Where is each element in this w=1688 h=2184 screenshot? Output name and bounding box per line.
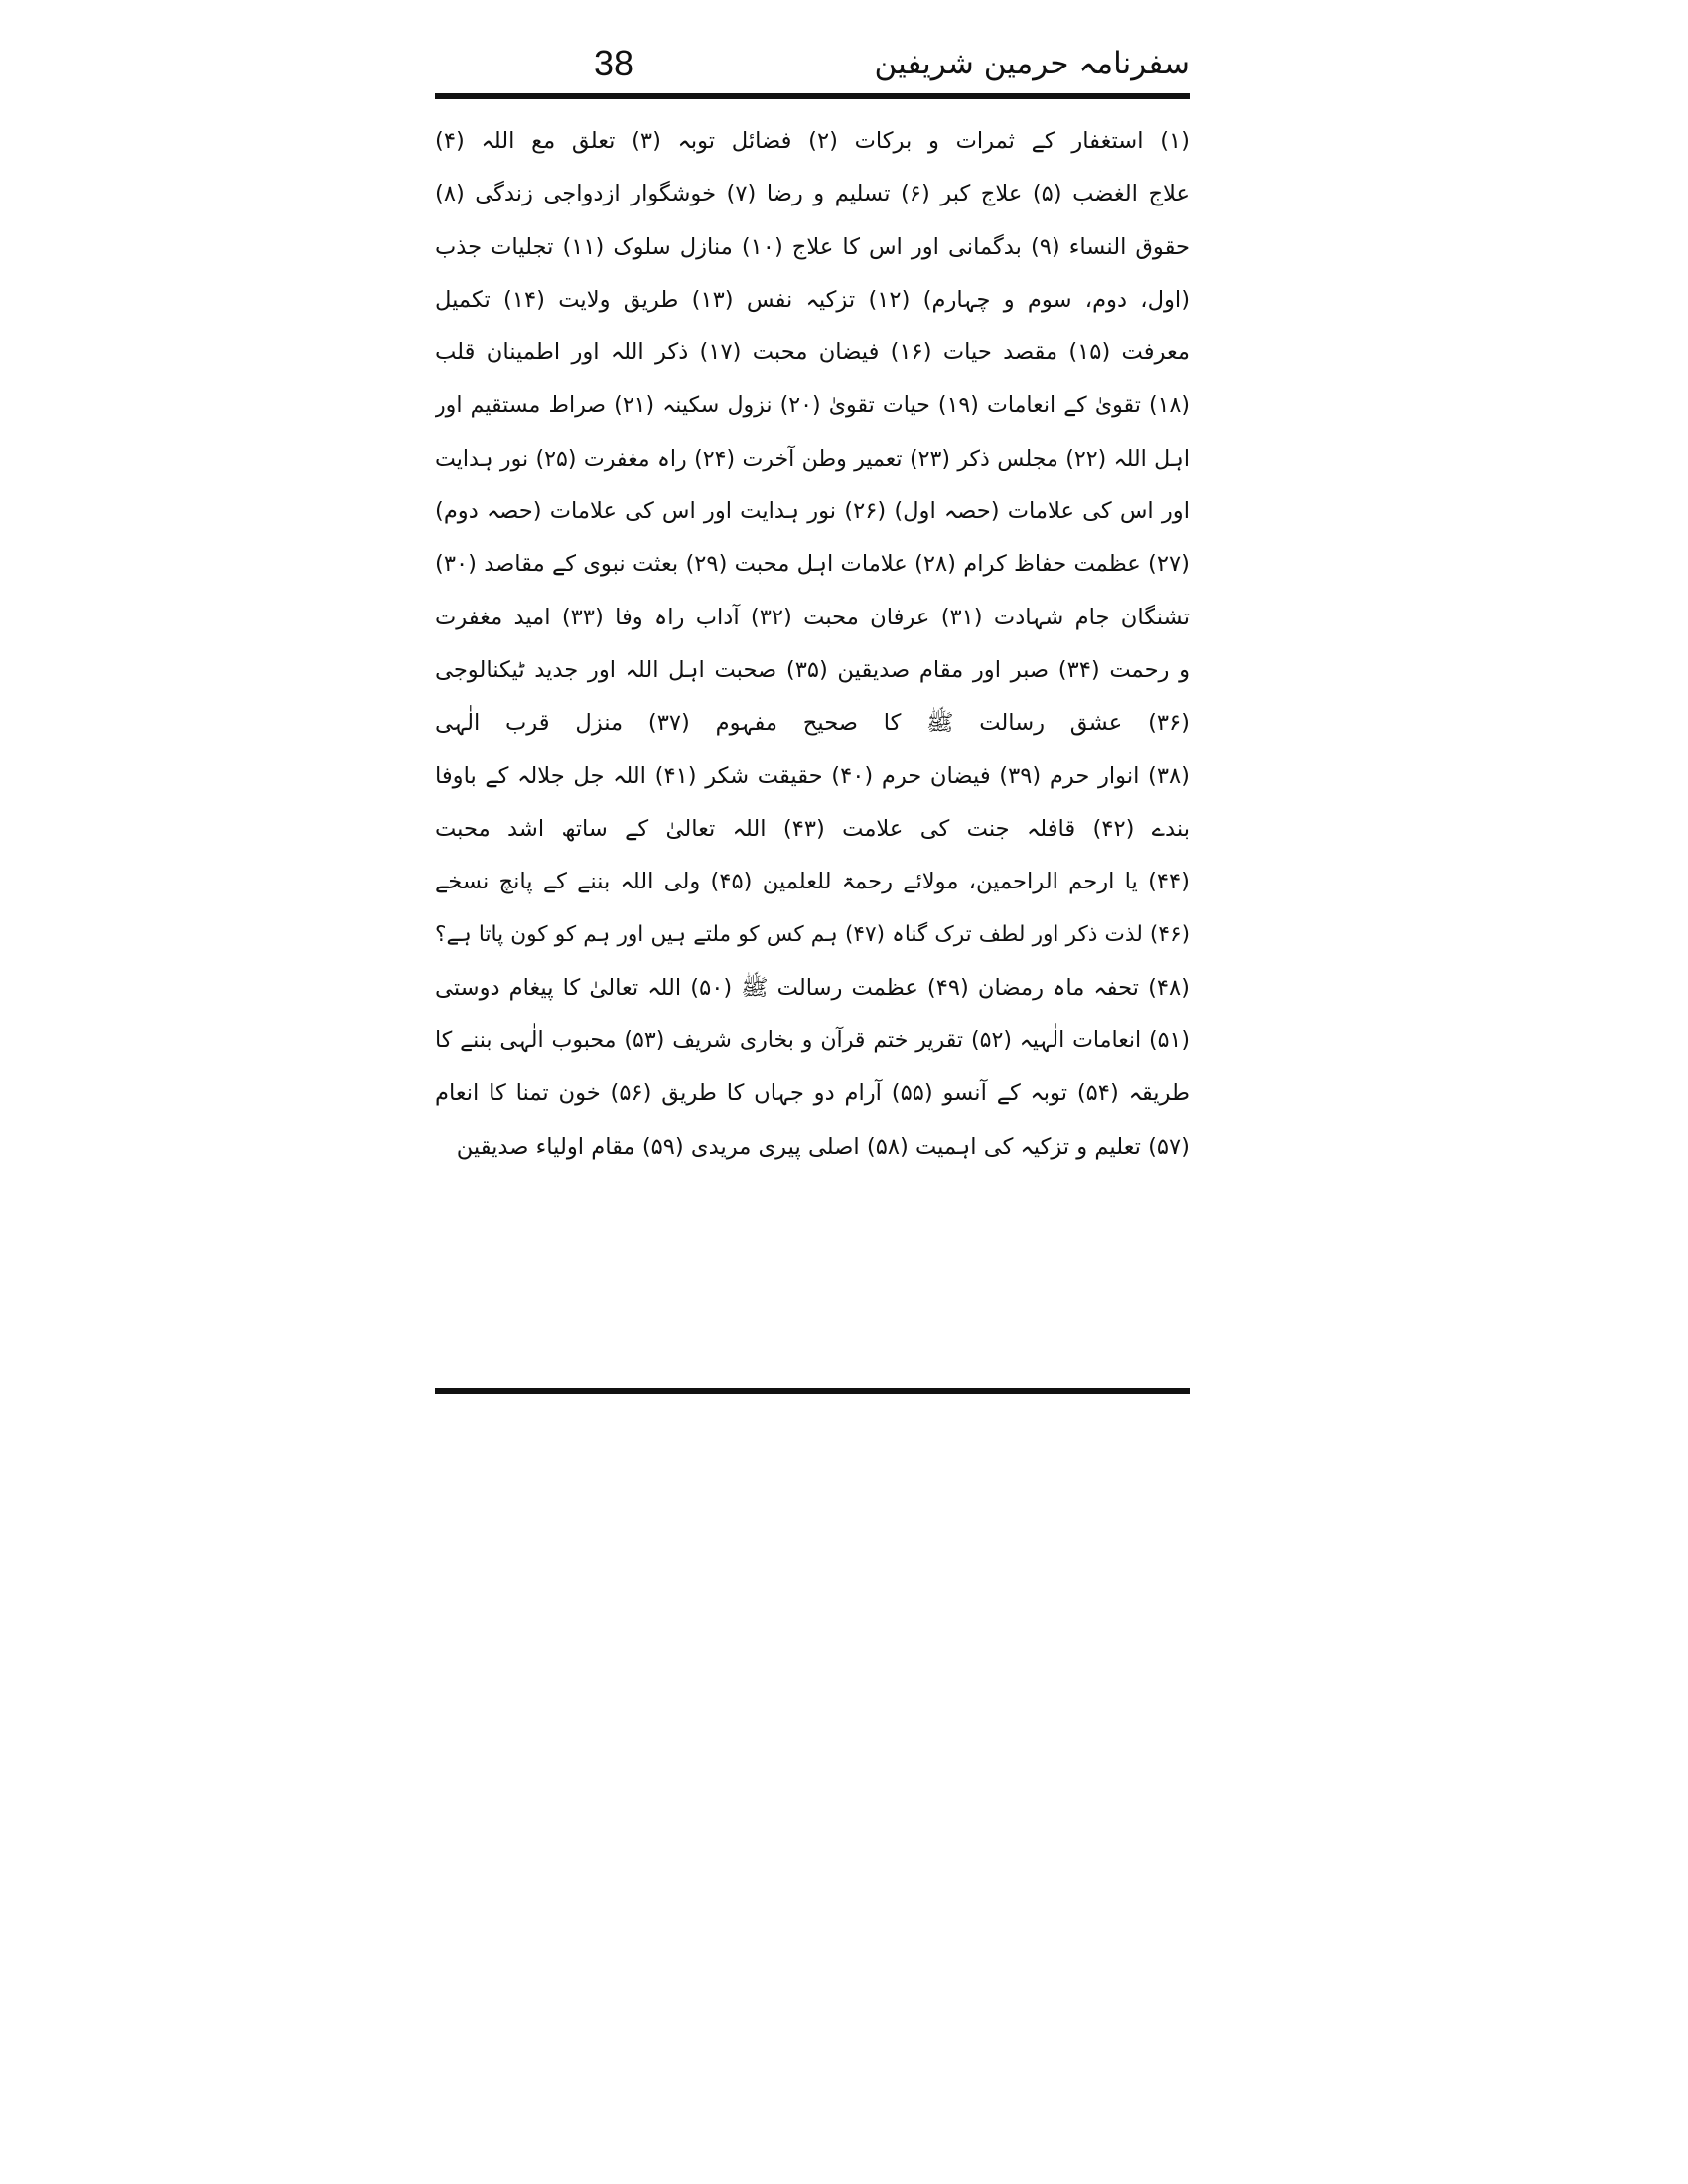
text-line: (اول، دوم، سوم و چہارم) (۱۲) تزکیہ نفس (۱۳) طریق ولایت (۱۴) تکمیل [435, 286, 1190, 313]
text-line: (۵۷) تعلیم و تزکیہ کی اہمیت (۵۸) اصلی پیری مریدی (۵۹) مقام اولیاء صدیقین [456, 1133, 1190, 1160]
header-divider [435, 93, 1190, 99]
text-line: (۴۴) یا ارحم الراحمین، مولائے رحمۃ للعلمین (۴۵) ولی اللہ بننے کے پانچ نسخے [435, 869, 1190, 895]
text-line: معرفت (۱۵) مقصد حیات (۱۶) فیضان محبت (۱۷) ذکر اللہ اور اطمینان قلب [435, 340, 1190, 366]
text-line: (۲۷) عظمت حفاظ کرام (۲۸) علامات اہل محبت (۲۹) بعثت نبوی کے مقاصد (۳۰) [435, 551, 1190, 578]
text-line: (۳۶) عشق رسالت ﷺ کا صحیح مفہوم (۳۷) منزل قرب الٰہی [435, 710, 1190, 737]
book-title: سفرنامہ حرمین شریفین [874, 46, 1190, 81]
page-header [435, 38, 1190, 89]
text-line: طریقہ (۵۴) توبہ کے آنسو (۵۵) آرام دو جہاں کا طریق (۵۶) خون تمنا کا انعام [435, 1080, 1190, 1107]
text-line: علاج الغضب (۵) علاج کبر (۶) تسلیم و رضا (۷) خوشگوار ازدواجی زندگی (۸) [435, 181, 1190, 207]
text-line: اہل اللہ (۲۲) مجلس ذکر (۲۳) تعمیر وطن آخرت (۲۴) راہ مغفرت (۲۵) نور ہدایت [435, 445, 1190, 472]
text-line: (۱) استغفار کے ثمرات و برکات (۲) فضائل توبہ (۳) تعلق مع اللہ (۴) [435, 128, 1190, 154]
page-number: 38 [594, 43, 634, 83]
text-line: تشنگان جام شہادت (۳۱) عرفان محبت (۳۲) آداب راہ وفا (۳۳) امید مغفرت [435, 604, 1190, 630]
footer-divider [435, 1388, 1190, 1394]
text-line: اور اس کی علامات (حصہ اول) (۲۶) نور ہدایت اور اس کی علامات (حصہ دوم) [435, 498, 1190, 525]
body-text [435, 115, 1190, 1173]
text-line: و رحمت (۳۴) صبر اور مقام صدیقین (۳۵) صحبت اہل اللہ اور جدید ٹیکنالوجی [435, 656, 1190, 683]
text-line: بندے (۴۲) قافلہ جنت کی علامت (۴۳) اللہ تعالیٰ کے ساتھ اشد محبت [435, 815, 1190, 842]
text-line: (۴۸) تحفہ ماہ رمضان (۴۹) عظمت رسالت ﷺ (۵۰) اللہ تعالیٰ کا پیغام دوستی [435, 974, 1190, 1001]
text-line: (۴۶) لذت ذکر اور لطف ترک گناہ (۴۷) ہم کس کو ملتے ہیں اور ہم کو کون پاتا ہے؟ [435, 922, 1190, 948]
text-line: (۳۸) انوار حرم (۳۹) فیضان حرم (۴۰) حقیقت شکر (۴۱) اللہ جل جلالہ کے باوفا [435, 762, 1190, 789]
text-line: حقوق النساء (۹) بدگمانی اور اس کا علاج (۱۰) منازل سلوک (۱۱) تجلیات جذب [435, 233, 1190, 260]
text-line: (۵۱) انعامات الٰہیہ (۵۲) تقریر ختم قرآن و بخاری شریف (۵۳) محبوب الٰہی بننے کا [435, 1027, 1190, 1054]
text-line: (۱۸) تقویٰ کے انعامات (۱۹) حیات تقویٰ (۲۰) نزول سکینہ (۲۱) صراط مستقیم اور [435, 392, 1190, 419]
